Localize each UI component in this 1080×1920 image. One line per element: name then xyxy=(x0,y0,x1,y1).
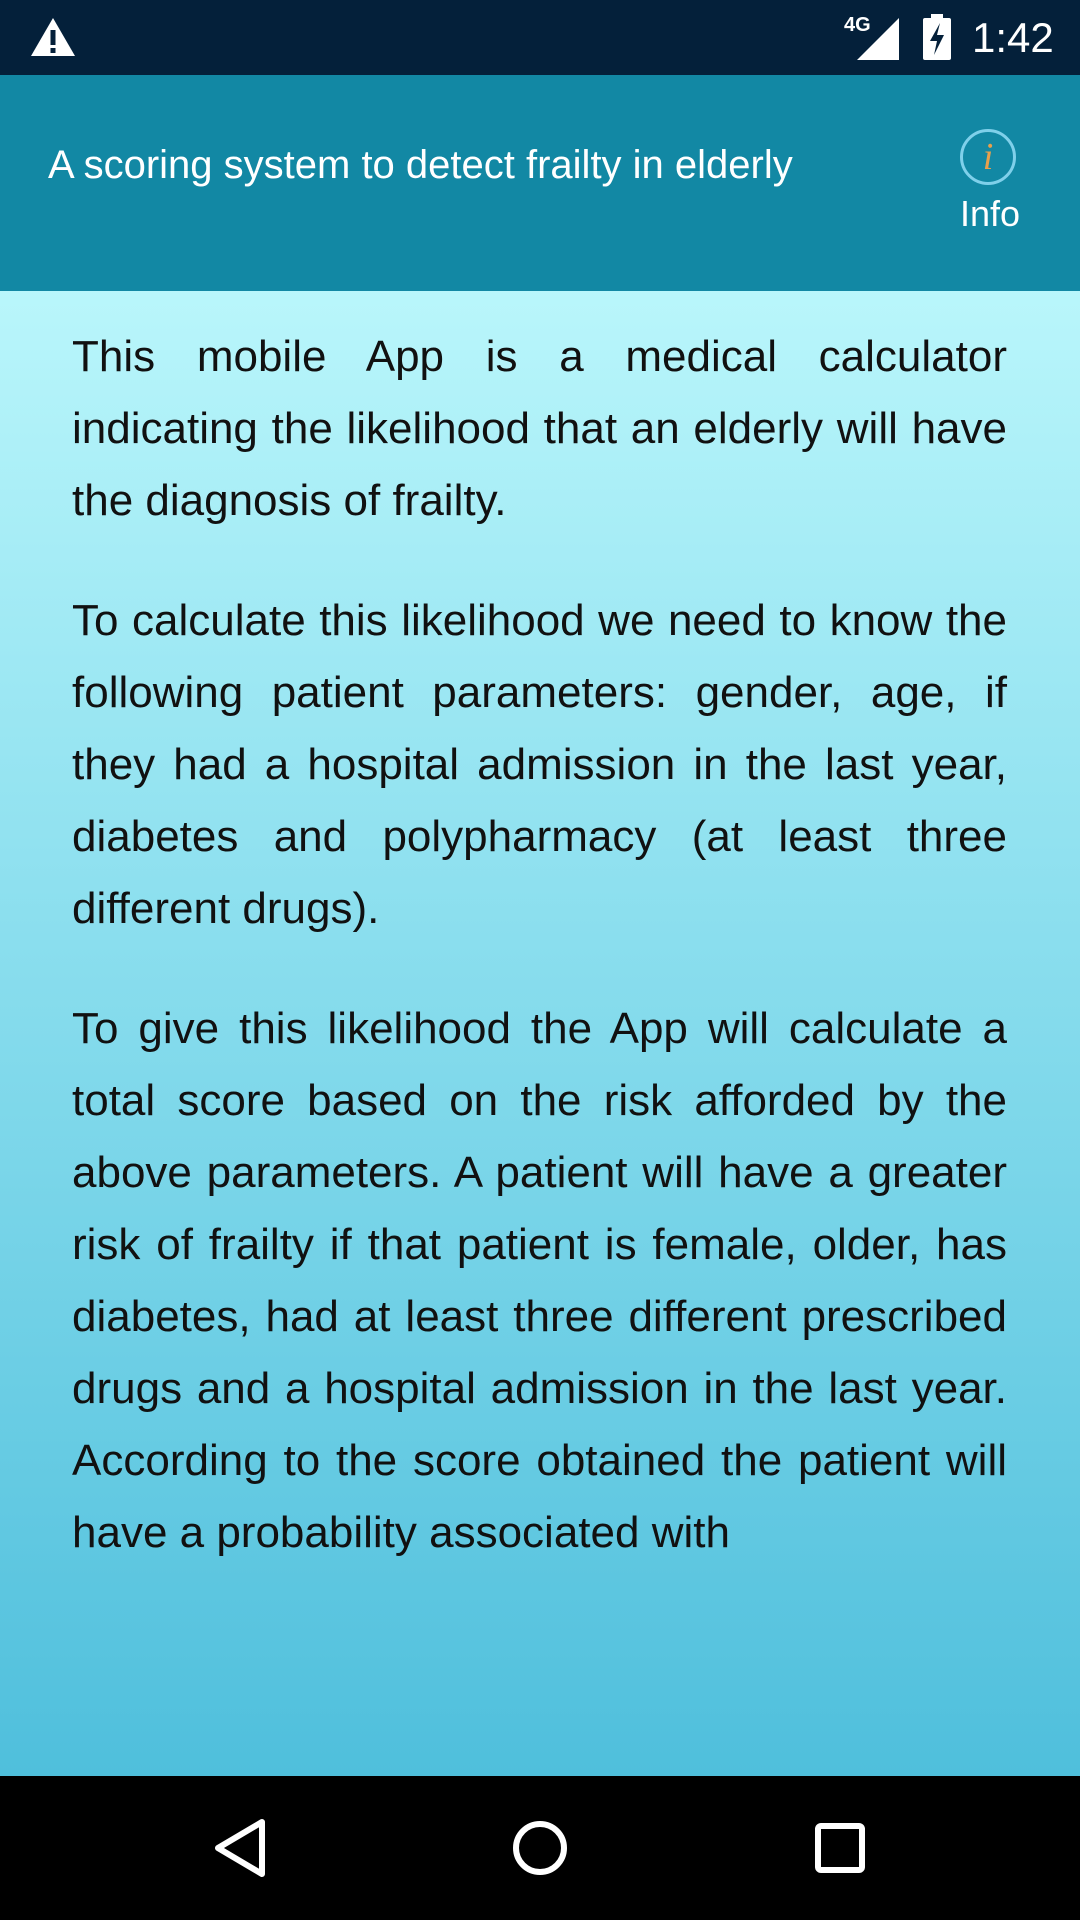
info-button[interactable] xyxy=(950,125,1030,245)
description-text xyxy=(72,321,1007,1617)
network-type-label: 4G xyxy=(844,14,871,36)
page-title: A scoring system to detect frailty in elderly xyxy=(48,143,793,187)
info-icon: i xyxy=(960,129,1016,185)
description-paragraph: To calculate this likelihood we need to know the following patient parameters: gender, age, if they had a hospital admission in the last year, diabetes and polypharmacy (at least three different drugs). xyxy=(72,596,1007,933)
battery-charging-icon xyxy=(922,14,952,60)
status-bar xyxy=(0,0,1080,75)
back-icon[interactable] xyxy=(190,1798,290,1898)
description-paragraph: This mobile App is a medical calculator indicating the likelihood that an elderly will have the diagnosis of frailty. xyxy=(72,332,1007,525)
app-bar xyxy=(0,75,1080,291)
info-button-label: Info xyxy=(959,193,1021,234)
description-scroll-area[interactable] xyxy=(0,291,1080,1776)
status-clock: 1:42 xyxy=(972,14,1054,61)
navigation-bar xyxy=(0,1776,1080,1920)
home-icon[interactable] xyxy=(490,1798,590,1898)
warning-icon xyxy=(30,16,76,58)
description-paragraph: To give this likelihood the App will calculate a total score based on the risk afforded by the above parameters. A patient will have a greater risk of frailty if that patient is female, older, has diabetes, had at least three different prescribed drugs and a hospital admission in the last year. According to the score obtained the patient will have a probability associated with xyxy=(72,1004,1007,1557)
recents-icon[interactable] xyxy=(790,1798,890,1898)
